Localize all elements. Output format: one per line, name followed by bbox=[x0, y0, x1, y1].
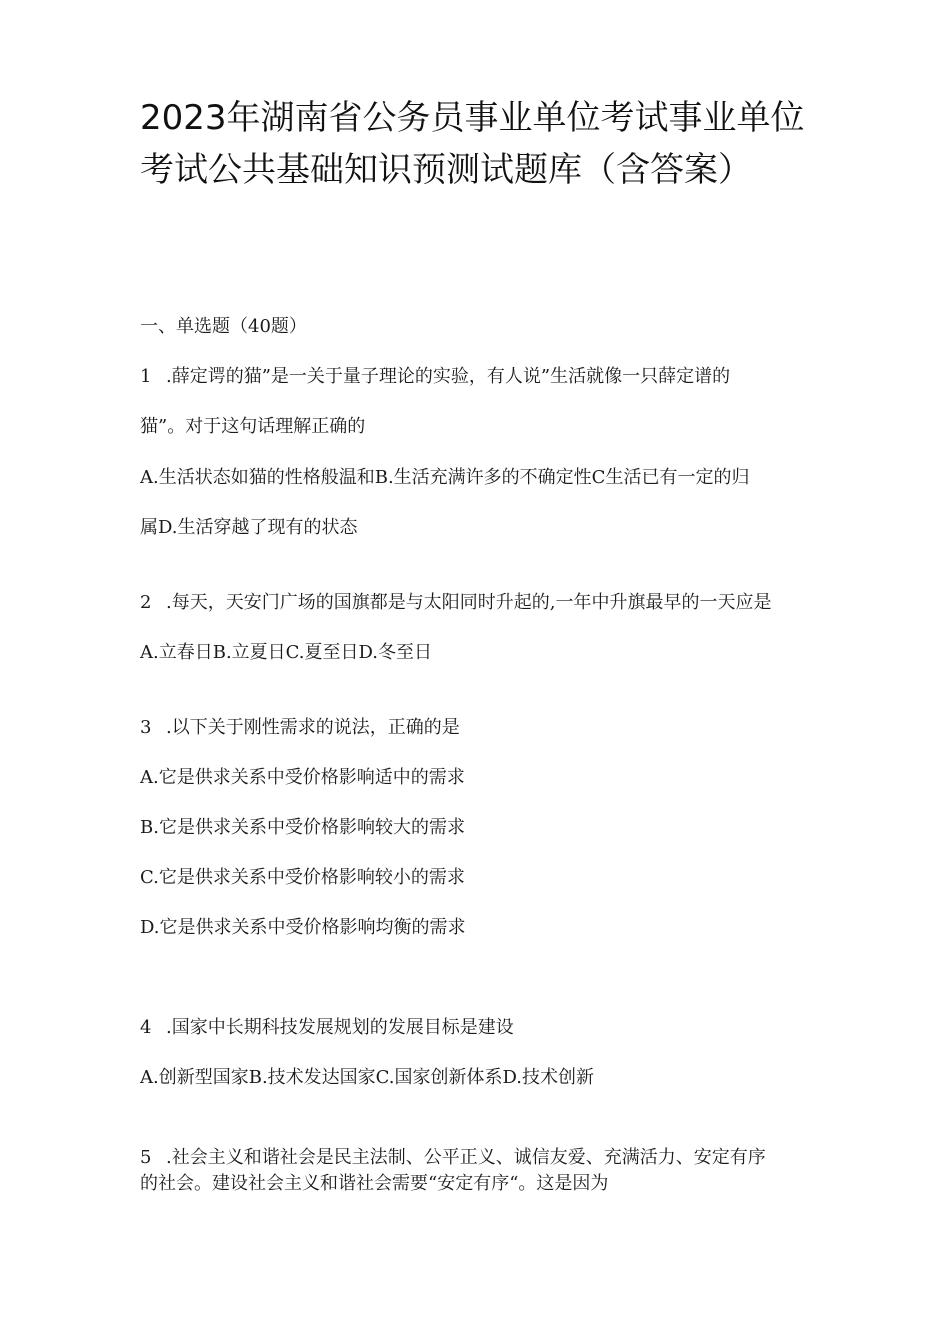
question-4-number: 4 bbox=[140, 1017, 152, 1038]
question-2-options-line-1: A.立春日B.立夏日C.夏至日D.冬至日 bbox=[140, 642, 433, 663]
question-1-options-line-1: A.生活状态如猫的性格般温和B.生活充满许多的不确定性C生活已有一定的归 bbox=[140, 467, 750, 488]
question-1-number: 1 bbox=[140, 366, 152, 387]
question-5-number: 5 bbox=[140, 1147, 152, 1168]
question-1-stem-line-1 bbox=[140, 364, 730, 390]
question-3-option-b: B.它是供求关系中受价格影响较大的需求 bbox=[140, 817, 465, 838]
question-1-stem-line-2: 猫”。对于这句话理解正确的 bbox=[140, 416, 366, 437]
question-2-stem-line-1 bbox=[140, 590, 771, 616]
question-2-stem-text: .每天，天安门广场的国旗都是与太阳同时升起的,一年中升旗最早的一天应是 bbox=[166, 592, 772, 613]
question-1-options-line-2: 属D.生活穿越了现有的状态 bbox=[140, 517, 358, 538]
title-line-2: 考试公共基础知识预测试题库（含答案） bbox=[140, 150, 752, 190]
question-3-stem-line-1 bbox=[140, 715, 460, 741]
section-heading: 一、单选题（40题） bbox=[140, 316, 307, 337]
question-5-stem-text: .社会主义和谐社会是民主法制、公平正义、诚信友爱、充满活力、安定有序 bbox=[166, 1147, 766, 1168]
question-4-stem-text: .国家中长期科技发展规划的发展目标是建设 bbox=[166, 1017, 514, 1038]
question-3-option-c: C.它是供求关系中受价格影响较小的需求 bbox=[140, 867, 465, 888]
question-5-stem-line-1 bbox=[140, 1145, 766, 1171]
question-3-option-d: D.它是供求关系中受价格影响均衡的需求 bbox=[140, 917, 466, 938]
title-line-1: 2023年湖南省公务员事业单位考试事业单位 bbox=[140, 98, 805, 138]
question-4-stem-line-1 bbox=[140, 1015, 514, 1041]
question-3-stem-text: .以下关于刚性需求的说法，正确的是 bbox=[166, 717, 460, 738]
document-title bbox=[140, 92, 840, 196]
question-2-number: 2 bbox=[140, 592, 152, 613]
question-4-options-line-1: A.创新型国家B.技术发达国家C.国家创新体系D.技术创新 bbox=[140, 1067, 595, 1088]
question-3-option-a: A.它是供求关系中受价格影响适中的需求 bbox=[140, 767, 465, 788]
question-3-number: 3 bbox=[140, 717, 152, 738]
question-1-stem-text: .薛定谔的猫”是一关于量子理论的实验，有人说”生活就像一只薛定谱的 bbox=[166, 366, 731, 387]
question-5-stem-line-2: 的社会。建设社会主义和谐社会需要“安定有序“。这是因为 bbox=[140, 1173, 609, 1194]
